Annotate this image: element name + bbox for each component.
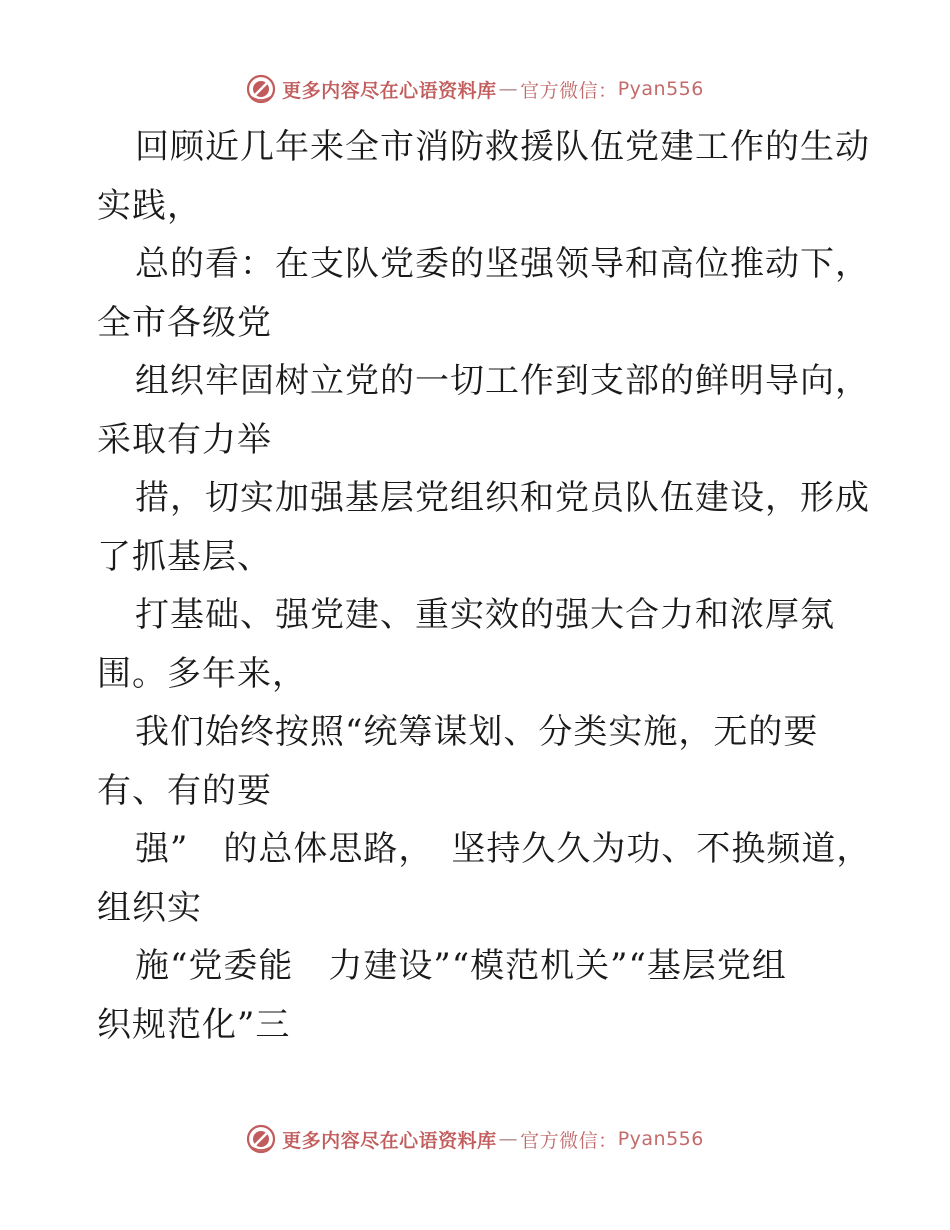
watermark-main-text: 更多内容尽在心语资料库 xyxy=(282,1129,497,1152)
text-line: 打基础、强党建、重实效的强大合力和浓厚氛 xyxy=(135,595,835,635)
seal-logo-icon xyxy=(246,74,276,104)
watermark-main-text: 更多内容尽在心语资料库 xyxy=(282,79,497,102)
watermark-dash: — xyxy=(498,78,519,100)
text-line: 组织牢固树立党的一切工作到支部的鲜明导向， xyxy=(135,361,870,401)
watermark-dash: — xyxy=(498,1128,519,1150)
text-line: 施“党委能 力建设”“模范机关”“基层党组 xyxy=(135,946,787,986)
watermark-sub-text: 官方微信： xyxy=(520,79,618,102)
text-line: 织规范化”三 xyxy=(97,1004,291,1045)
text-line: 围。多年来， xyxy=(97,653,307,694)
text-line: 总的看：在支队党委的坚强领导和高位推动下， xyxy=(135,244,870,284)
text-line: 回顾近几年来全市消防救援队伍党建工作的生动 xyxy=(135,127,870,167)
document-body xyxy=(97,118,872,1054)
seal-logo-icon xyxy=(246,1124,276,1154)
text-line: 了抓基层、 xyxy=(97,536,272,577)
watermark-sub-text: 官方微信： xyxy=(520,1129,618,1152)
footer-watermark xyxy=(0,1124,950,1154)
text-line: 措，切实加强基层党组织和党员队伍建设，形成 xyxy=(135,478,870,518)
watermark-id: Pyan556 xyxy=(617,1128,704,1150)
text-line: 我们始终按照“统筹谋划、分类实施，无的要 xyxy=(135,712,819,752)
text-line: 组织实 xyxy=(97,887,202,928)
header-watermark xyxy=(0,74,950,104)
text-line: 采取有力举 xyxy=(97,419,272,460)
text-line: 有、有的要 xyxy=(97,770,272,811)
watermark-id: Pyan556 xyxy=(617,78,704,100)
text-line: 实践， xyxy=(97,185,202,226)
text-line: 强” 的总体思路， 坚持久久为功、不换频道， xyxy=(135,829,872,869)
text-line: 全市各级党 xyxy=(97,302,272,343)
